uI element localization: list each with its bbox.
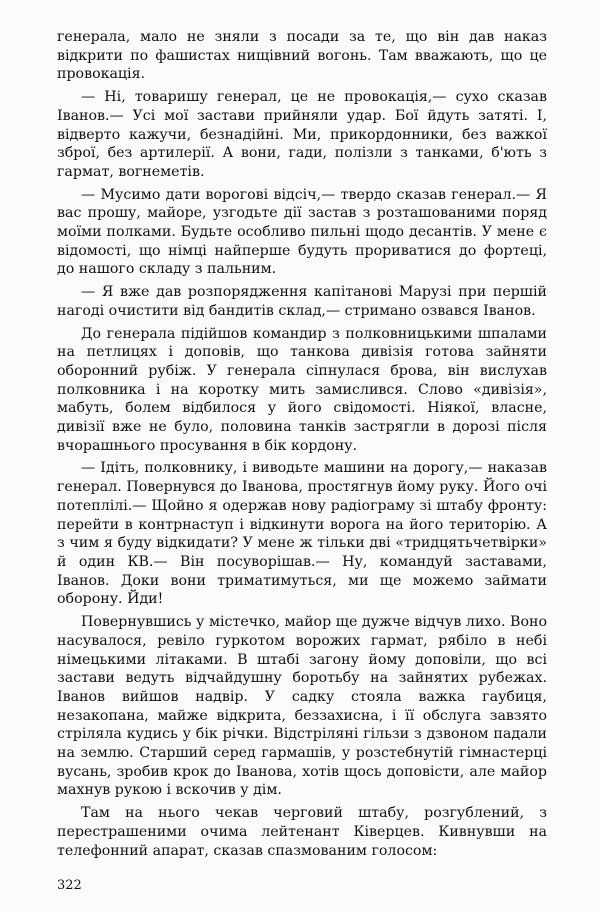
paragraph: Там на нього чекав черговий штабу, розгублений, з перестрашеними очима лейтенант Ківерцев. Кивнувши на телефонний апарат, сказав спазмованим голосом: (57, 805, 547, 859)
paragraph: генерала, мало не зняли з посади за те, що він дав наказ відкрити по фашистах нищівний вогонь. Там вважають, що це провокація. (57, 29, 547, 83)
page-number: 322 (57, 878, 82, 893)
paragraph: Повернувшись у містечко, майор ще дужче відчув лихо. Воно насувалося, ревіло гуркотом ворожих гармат, рябіло в небі німецькими літаками. В штабі загону йому доповіли, що всі застави ведуть відчайдушну боротьбу на зайнятих рубежах. Іванов вийшов надвір. У садку стояла важка гаубиця, незакопана, майже відкрита, беззахисна, і її обслуга завзято стріляла кудись у бік річки. Відстріляні гільзи з дзвоном падали на землю. Старший серед гармашів, у розстебнутій гімнастерці вусань, зробив крок до Іванова, хотів щось доповісти, але майор махнув рукою і вскочив у дім. (57, 614, 547, 799)
paragraph: — Ні, товаришу генерал, це не провокація,— сухо сказав Іванов.— Усі мої застави прийняли удар. Бої йдуть затяті. І, відверто кажучи, безнадійні. Ми, прикордонники, без важкої зброї, без артилерії. А вони, гади, полізли з танками, б'ють з гармат, вогнеметів. (57, 89, 547, 180)
paragraph: — Мусимо дати ворогові відсіч,— твердо сказав генерал.— Я вас прошу, майоре, узгодьте дії застав з розташованими поряд моїми полками. Будьте особливо пильні щодо десантів. У мене є відомості, що німці найперше будуть прориватися до фортеці, до нашого складу з пальним. (57, 186, 547, 278)
paragraph: — Ідіть, полковнику, і виводьте машини на дорогу,— наказав генерал. Повернувся до Іванова, простягнув йому руку. Його очі потеплілі.— Щойно я одержав нову радіограму зі штабу фронту: перейти в контрнаступ і відкинути ворога на його територію. А з чим я буду відкидати? У мене ж тільки дві «тридцятьчетвірки» й один КВ.— Він посуворішав.— Ну, командуй заставами, Іванов. Доки вони триматимуться, ми ще можемо займати оборону. Йди! (57, 460, 547, 608)
paragraph: До генерала підійшов командир з полковницькими шпалами на петлицях і доповів, що танкова дивізія готова зайняти оборонний рубіж. У генерала сіпнулася брова, він вислухав полковника і на коротку мить замислився. Слово «дивізія», мабуть, болем відбилося у його свідомості. Ніякої, власне, дивізії вже не було, половина танків застрягли в дорозі після вчорашнього просування в бік кордону. (57, 325, 547, 454)
body-text (57, 28, 547, 860)
paragraph: — Я вже дав розпорядження капітанові Марузі при першій нагоді очистити від бандитів склад,— стримано озвався Іванов. (57, 284, 547, 319)
